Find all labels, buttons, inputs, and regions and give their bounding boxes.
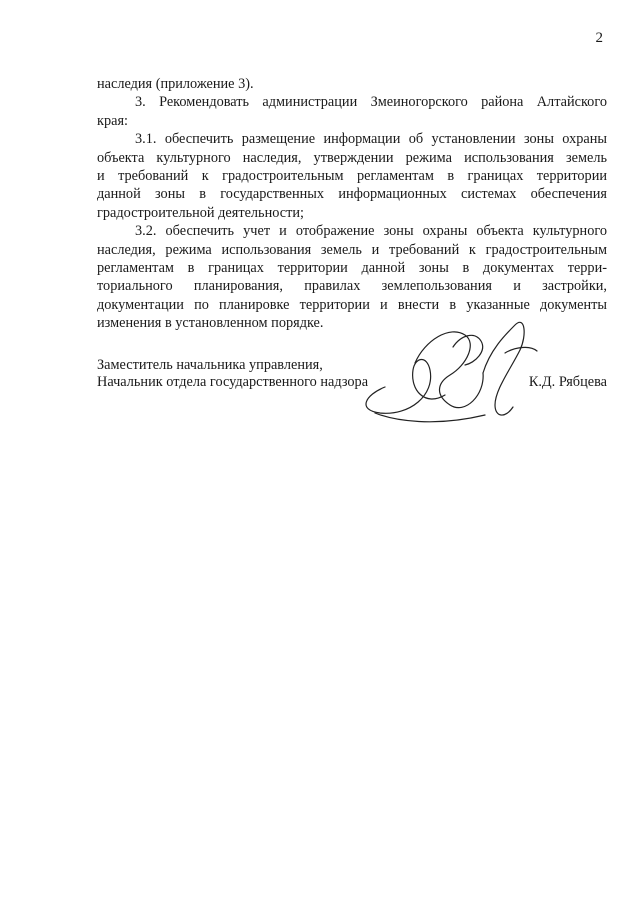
text-line: изменения в установленном порядке.: [97, 315, 324, 332]
text-line: края:: [97, 112, 128, 129]
text-line: 3.1. обеспечить размещение информации об установлении зоны охраны: [135, 131, 607, 148]
text-line: документации по планировке территории и внести в указанные документы: [97, 296, 607, 313]
text-line: наследия (приложение 3).: [97, 76, 254, 92]
text-line: и требований к градостроительным регламентам в границах территории: [97, 167, 607, 184]
text-line: объекта культурного наследия, утверждении режима использования земель: [97, 149, 607, 166]
page-number: 2: [595, 30, 603, 46]
text-line: регламентам в границах территории данной зоны в документах терри-: [97, 259, 607, 276]
text-line: наследия, режима использования земель и требований к градостроительным: [97, 241, 607, 258]
handwritten-signature: [355, 295, 545, 435]
signer-title-line-2: Начальник отдела государственного надзора: [97, 374, 369, 390]
text-line: данной зоны в государственных информационных системах обеспечения: [97, 186, 607, 203]
text-line: градостроительной деятельности;: [97, 204, 304, 221]
signer-title-line-1: Заместитель начальника управления,: [97, 357, 323, 373]
text-line: ториального планирования, правилах землепользования и застройки,: [97, 278, 607, 295]
signer-name: К.Д. Рябцева: [528, 374, 607, 390]
text-line: 3.2. обеспечить учет и отображение зоны охраны объекта культурного: [135, 223, 607, 240]
text-line: 3. Рекомендовать администрации Змеиногорского района Алтайского: [135, 94, 607, 111]
body-text: [97, 75, 607, 332]
